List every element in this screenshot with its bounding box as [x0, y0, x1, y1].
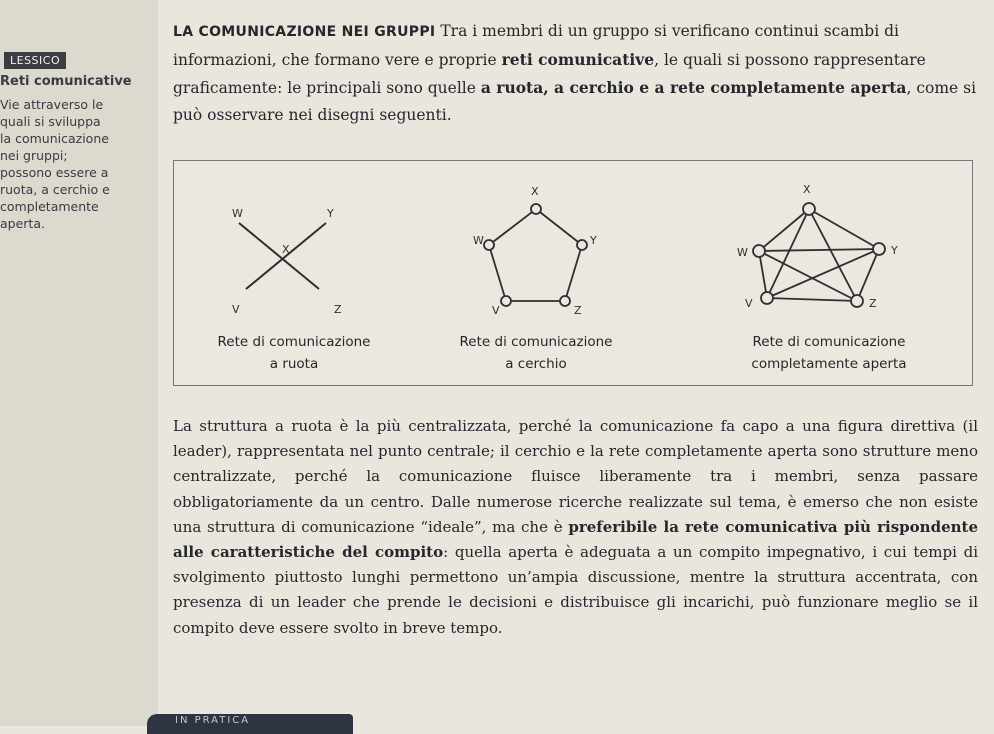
edge: [239, 223, 319, 289]
node-x-label: X: [282, 243, 290, 256]
node-v-label: V: [232, 303, 240, 316]
main-paragraph: [173, 414, 978, 641]
glossary-line: completamente: [0, 199, 99, 214]
node-x-label: X: [803, 183, 811, 196]
ring-edges: [489, 209, 582, 301]
caption-line: completamente aperta: [751, 356, 907, 372]
node-w-label: W: [473, 234, 484, 247]
glossary-line: Vie attraverso le: [0, 97, 104, 112]
wheel-caption: [194, 331, 394, 375]
in-pratica-tab: IN PRATICA: [147, 714, 353, 734]
intro-bold: reti comunicative: [501, 50, 655, 69]
open-caption: [704, 331, 954, 375]
node-x: [531, 204, 541, 214]
glossary-definition: [0, 96, 158, 232]
node-y: [873, 243, 885, 255]
sidebar-glossary: [0, 0, 158, 726]
intro-text: , come si può osservare nei disegni seguenti.: [173, 79, 977, 124]
circle-caption: [436, 331, 636, 375]
glossary-line: aperta.: [0, 216, 45, 231]
paragraph-text: La struttura a ruota è la più centralizzata, perché la comunicazione fa capo a una figura direttiva (il leader), rappresentata nel punto centrale; il cerchio e la rete completamente aperta sono strutture meno centralizzate, perché la comunicazione fluisce liberamente tra i membri, senza passare obbligatoriamente da un centro. Dalle numerose ricerche realizzate sul tema, è emerso che non esiste una struttura di comunicazione “ideale”, ma che è: [173, 417, 978, 536]
caption-line: a cerchio: [505, 356, 567, 372]
node-v: [761, 292, 773, 304]
network-figures: [173, 160, 973, 386]
node-v-label: V: [492, 304, 500, 317]
glossary-line: nei gruppi;: [0, 148, 68, 163]
intro-text: , le quali si possono rappresentare graficamente: le principali sono quelle: [173, 51, 926, 97]
caption-line: a ruota: [269, 356, 319, 372]
node-w-label: W: [737, 246, 748, 259]
node-w: [753, 245, 765, 257]
node-w-label: W: [232, 207, 243, 220]
node-z-label: Z: [334, 303, 342, 316]
wheel-network-diagram: [204, 161, 384, 331]
section-title: LA COMUNICAZIONE NEI GRUPPI: [173, 24, 436, 40]
lessico-tag: LESSICO: [4, 52, 66, 69]
node-z: [851, 295, 863, 307]
glossary-term: Reti comunicative: [0, 74, 132, 89]
node-v-label: V: [745, 297, 753, 310]
node-x-label: X: [531, 185, 539, 198]
caption-line: Rete di comunicazione: [217, 334, 371, 350]
intro-paragraph: [173, 18, 978, 129]
edge: [246, 223, 326, 289]
glossary-line: quali si sviluppa: [0, 114, 101, 129]
intro-text: Tra i membri di un gruppo si verificano continui scambi di informazioni, che formano vere e proprie: [173, 22, 899, 69]
node-w: [484, 240, 494, 250]
node-v: [501, 296, 511, 306]
node-z: [560, 296, 570, 306]
mesh-edges: [759, 209, 879, 301]
node-y-label: Y: [590, 234, 597, 247]
circle-network-diagram: [464, 161, 614, 331]
paragraph-bold: preferibile la rete comunicativa più rispondente alle caratteristiche del compito: [173, 517, 978, 562]
caption-line: Rete di comunicazione: [459, 334, 613, 350]
node-x: [803, 203, 815, 215]
open-network-diagram: [719, 161, 939, 331]
node-y-label: Y: [891, 244, 898, 257]
glossary-line: possono essere a: [0, 165, 109, 180]
caption-line: Rete di comunicazione: [752, 334, 906, 350]
paragraph-text: : quella aperta è adeguata a un compito impegnativo, i cui tempi di svolgimento piuttosto lunghi permettono un’ampia discussione, mentre la struttura accentrata, con presenza di un leader che prende le decisioni e distribuisce gli incarichi, può funzionare meglio se il compito deve essere svolto in breve tempo.: [173, 543, 978, 637]
intro-bold: a ruota, a cerchio e a rete completamente aperta: [480, 78, 907, 97]
glossary-line: la comunicazione: [0, 131, 109, 146]
node-z-label: Z: [574, 304, 582, 317]
glossary-line: ruota, a cerchio e: [0, 182, 110, 197]
node-y-label: Y: [327, 207, 334, 220]
node-y: [577, 240, 587, 250]
node-z-label: Z: [869, 297, 877, 310]
